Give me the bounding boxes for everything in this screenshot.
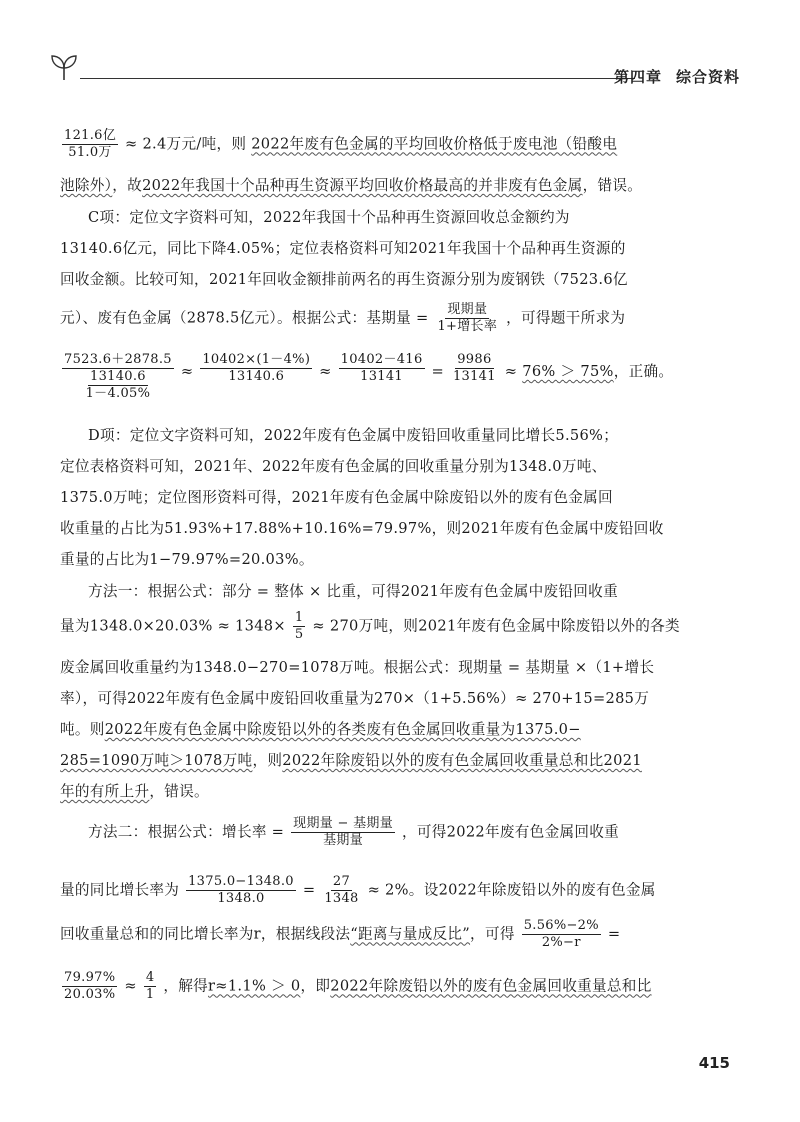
- text-line-3: C项：定位文字资料可知，2022年我国十个品种再生资源回收总金额约为: [88, 209, 570, 226]
- page-number: 415: [698, 1054, 730, 1072]
- fraction-one-fifth: $\frac{1}{5}$: [294, 610, 304, 642]
- text-line-22: 回收重量总和的同比增长率为r，根据线段法“距离与量成反比”，可得 $\frac{5.56\%-2\%}{2\%-r}$ =: [60, 918, 621, 950]
- text-line-23: $\frac{79.97\%}{20.03\%}$ ≈ $\frac{4}{1}$ ，解得r≈1.1% ＞ 0，即2022年除废铅以外的废有色金属回收重量总和比: [64, 970, 652, 1002]
- text-line-15: 废金属回收重量约为1348.0−270=1078万吨。根据公式：现期量 = 基期量 ×（1+增长: [60, 659, 655, 676]
- fraction-segment-method: $\frac{5.56\%-2\%}{2\%-r}$: [523, 918, 599, 950]
- text-line-18: 285=1090万吨＞1078万吨，则2022年除废铅以外的废有色金属回收重量总和比2021: [60, 752, 642, 769]
- text-line-2: 池除外），故2022年我国十个品种再生资源平均回收价格最高的并非废有色金属，错误。: [60, 177, 643, 194]
- text-line-10: 1375.0万吨；定位图形资料可得，2021年废有色金属中除废铅以外的废有色金属回: [60, 489, 613, 506]
- wavy-underline-text: 2022年废有色金属的平均回收价格低于废电池（铅酸电: [251, 135, 618, 153]
- text-line-4: 13140.6亿元，同比下降4.05%；定位表格资料可知2021年我国十个品种再生资源的: [60, 240, 626, 257]
- text-line-11: 收重量的占比为51.93%+17.88%+10.16%=79.97%，则2021年废有色金属中废铅回收: [60, 520, 664, 537]
- leaf-sprout-icon: [50, 52, 78, 82]
- fraction-ratio: $\frac{79.97\%}{20.03\%}$: [64, 970, 116, 1002]
- text-line-8: D项：定位文字资料可知，2022年废有色金属中废铅回收重量同比增长5.56%；: [88, 427, 619, 444]
- fraction-3: $\frac{10402-416}{13141}$: [340, 352, 423, 384]
- chapter-title: [614, 66, 740, 87]
- chapter-name: 综合资料: [675, 68, 740, 86]
- text-line-12: 重量的占比为1−79.97%=20.03%。: [60, 551, 314, 568]
- text-line-6: 元）、废有色金属（2878.5亿元）。根据公式：基期量 = $\frac{\text{现期量}}{\text{1+增长率}}$ ，可得题干所求为: [60, 302, 626, 334]
- text-line-20: 方法二：根据公式：增长率 = $\frac{\text{现期量 − 基期量}}{\text{基期量}}$ ，可得2022年废有色金属回收重: [88, 816, 620, 848]
- fraction-growth-calc-1: $\frac{1375.0-1348.0}{1348.0}$: [188, 874, 294, 906]
- text-line-21: 量的同比增长率为 $\frac{1375.0-1348.0}{1348.0}$ = $\frac{27}{1348}$ ≈ 2%。设2022年除废铅以外的废有色金属: [60, 874, 656, 906]
- chapter-number: 第四章: [613, 68, 662, 86]
- text-line-7-calculation: 7523.6＋2878.5 13140.6 1－4.05% ≈ $\frac{10402\times(1-4\%)}{13140.6}$ ≈ $\frac{10402-416}{13141}$ = $\frac{9986}{13141}$ ≈ 76% ＞ 75%，正确。: [64, 352, 674, 401]
- fraction-four-over-one: $\frac{4}{1}$: [145, 970, 155, 1002]
- text-line-17: 吨。则2022年废有色金属中除废铅以外的各类废有色金属回收重量为1375.0−: [60, 721, 581, 738]
- text-line-16: 率），可得2022年废有色金属中废铅回收重量为270×（1+5.56%）≈ 270+15=285万: [60, 690, 650, 707]
- page-header: [50, 52, 740, 92]
- fraction-growth-calc-2: $\frac{27}{1348}$: [324, 874, 359, 906]
- text-line-5: 回收金额。比较可知，2021年回收金额排前两名的再生资源分别为废钢铁（7523.6亿: [60, 271, 628, 288]
- text-line-14: 量为1348.0×20.03% ≈ 1348× $\frac{1}{5}$ ≈ 270万吨，则2021年废有色金属中除废铅以外的各类: [60, 610, 680, 642]
- fraction-growth-formula: $\frac{\text{现期量 − 基期量}}{\text{基期量}}$: [293, 816, 394, 848]
- fraction-base-formula: $\frac{\text{现期量}}{\text{1+增长率}}$: [437, 302, 498, 334]
- text-line-13: 方法一：根据公式：部分 = 整体 × 比重，可得2021年废有色金属中废铅回收重: [88, 583, 618, 600]
- text-line-9: 定位表格资料可知，2021年、2022年废有色金属的回收重量分别为1348.0万吨、: [60, 458, 607, 475]
- text-line-1: $\frac{\text{121.6亿}}{\text{51.0万}}$ ≈ 2.4万元/吨，则 2022年废有色金属的平均回收价格低于废电池（铅酸电: [64, 128, 618, 160]
- fraction-price: $\frac{\text{121.6亿}}{\text{51.0万}}$: [64, 128, 117, 160]
- fraction-nested: 7523.6＋2878.5 13140.6 1－4.05%: [64, 352, 172, 401]
- text-line-19: 年的有所上升，错误。: [60, 783, 209, 800]
- header-rule: [80, 78, 635, 79]
- fraction-2: $\frac{10402\times(1-4\%)}{13140.6}$: [202, 352, 311, 384]
- fraction-4: $\frac{9986}{13141}$: [452, 352, 496, 384]
